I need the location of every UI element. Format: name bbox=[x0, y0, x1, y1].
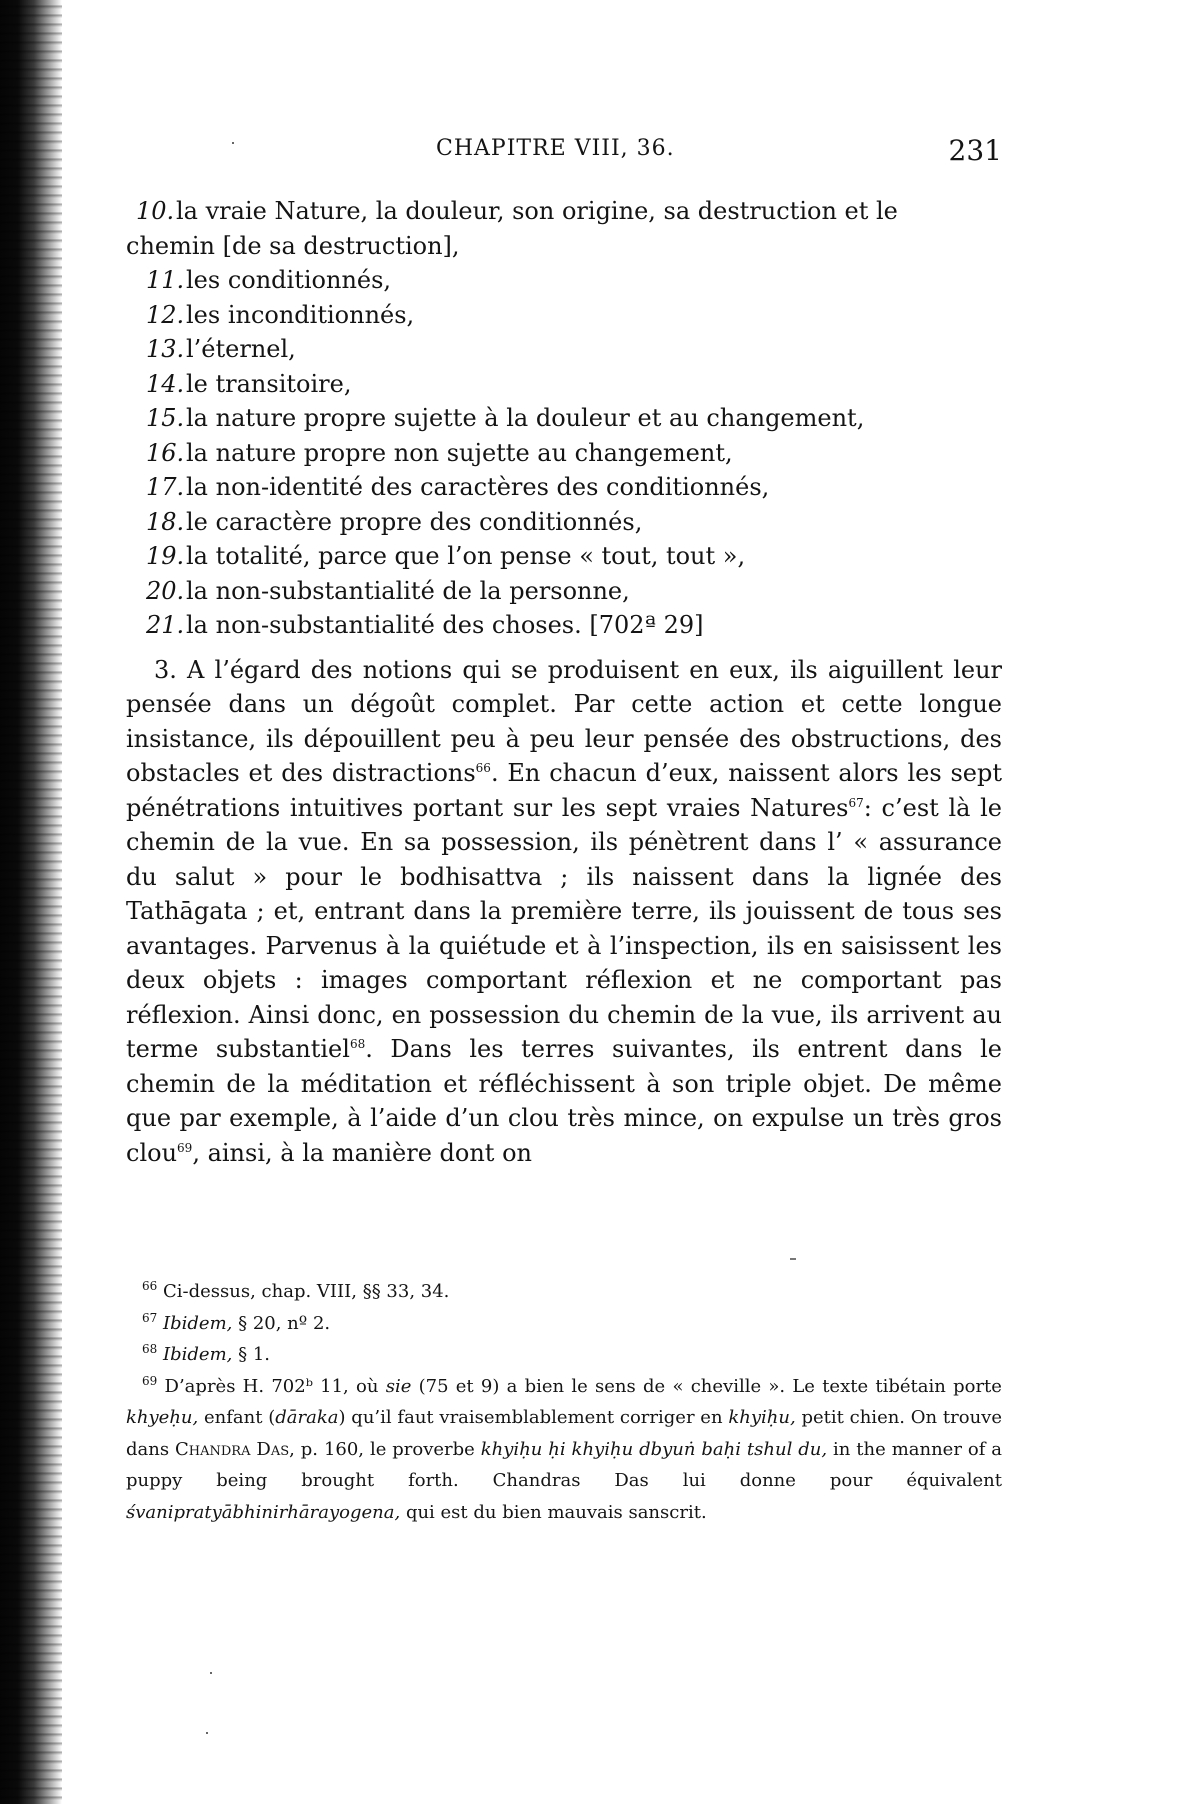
page-binding-edge bbox=[0, 0, 62, 1804]
footnote-mark: 67 bbox=[142, 1310, 158, 1325]
list-text: chemin [de sa destruction], bbox=[126, 231, 460, 260]
footnote-text: enfant ( bbox=[204, 1407, 276, 1428]
print-speck bbox=[210, 1672, 212, 1674]
paragraph-text: 3. A l’égard des notions qui se produisent en eux, ils aiguillent leur pensée dans un dégoût complet. Par cette action et cette longue insistance, ils dépouillent peu à peu leur pensée des obstructions, des obstacles et des distractions bbox=[126, 655, 1002, 787]
list-item-17 bbox=[126, 470, 1002, 505]
footnote-ref-68[interactable]: 68 bbox=[349, 1037, 366, 1051]
list-number: 17. bbox=[146, 473, 185, 501]
list-item-20 bbox=[126, 574, 1002, 609]
body-paragraph bbox=[126, 653, 1002, 1171]
list-item-21 bbox=[126, 608, 1002, 643]
list-item-15 bbox=[126, 401, 1002, 436]
list-number: 13. bbox=[146, 335, 185, 363]
page-number: 231 bbox=[948, 134, 1002, 167]
footnote-text: § 1. bbox=[238, 1344, 271, 1365]
list-number: 16. bbox=[146, 438, 185, 467]
footnote-text: petit chien. On trouve dans bbox=[126, 1407, 1003, 1460]
footnote-text: Ci-dessus, chap. VIII, §§ 33, 34. bbox=[163, 1281, 450, 1302]
list-number: 20. bbox=[146, 576, 185, 605]
list-text: l’éternel, bbox=[186, 335, 296, 363]
list-item-12 bbox=[126, 298, 1002, 333]
footnote-66 bbox=[126, 1276, 1002, 1308]
list-text: la nature propre non sujette au changement, bbox=[186, 438, 733, 467]
print-speck bbox=[206, 1732, 208, 1734]
list-item-10-continued bbox=[126, 229, 1002, 264]
footnotes bbox=[126, 1276, 1002, 1528]
main-text bbox=[126, 194, 1002, 1194]
footnote-ref-67[interactable]: 67 bbox=[848, 795, 864, 810]
footnote-italic: khyiḥu ḥi khyiḥu dbyuṅ baḥi tshul du, bbox=[480, 1438, 828, 1460]
footnote-text: (75 et 9) a bien le sens de « cheville ». Le texte tibétain porte bbox=[418, 1375, 1002, 1397]
footnote-67 bbox=[126, 1308, 1002, 1340]
list-number: 12. bbox=[146, 300, 185, 329]
footnote-italic: śvanipratyābhinirhārayogena, bbox=[126, 1501, 401, 1523]
list-number: 18. bbox=[146, 507, 185, 536]
footnote-ref-69[interactable]: 69 bbox=[177, 1140, 193, 1155]
list-text: la non-substantialité des choses. [702ª 29] bbox=[186, 611, 704, 639]
footnote-mark: 69 bbox=[142, 1373, 158, 1388]
footnote-italic: khyeḥu, bbox=[126, 1407, 199, 1428]
footnote-italic: Ibidem, bbox=[163, 1312, 233, 1334]
list-text: les conditionnés, bbox=[186, 266, 392, 294]
footnote-mark: 68 bbox=[142, 1342, 158, 1356]
footnote-text: , p. 160, le proverbe bbox=[289, 1438, 475, 1460]
list-item-19 bbox=[126, 539, 1002, 574]
list-number: 14. bbox=[146, 369, 185, 398]
footnote-text: § 20, nº 2. bbox=[238, 1312, 331, 1334]
list-item-14 bbox=[126, 367, 1002, 402]
footnote-italic: Ibidem, bbox=[163, 1344, 233, 1365]
page-header bbox=[126, 134, 1002, 174]
footnote-ref-66[interactable]: 66 bbox=[475, 761, 491, 775]
list-number: 19. bbox=[146, 542, 185, 570]
list-text: les inconditionnés, bbox=[186, 300, 415, 329]
footnote-italic: khyiḥu, bbox=[728, 1407, 796, 1428]
print-speck bbox=[232, 142, 234, 144]
footnote-italic: sie bbox=[385, 1375, 412, 1397]
list-text: la non-substantialité de la personne, bbox=[186, 576, 630, 605]
list-item-13 bbox=[126, 332, 1002, 367]
list-number: 21. bbox=[146, 611, 185, 639]
footnote-text: qui est du bien mauvais sanscrit. bbox=[405, 1501, 707, 1523]
footnote-text: D’après H. 702ᵇ 11, où bbox=[164, 1375, 379, 1397]
list-number: 10. bbox=[136, 197, 175, 225]
list-text: la nature propre sujette à la douleur et au changement, bbox=[186, 404, 865, 432]
list-text: le transitoire, bbox=[186, 369, 352, 398]
paragraph-text: . En chacun d’eux, naissent alors les sept pénétrations intuitives portant sur les sept vraies Natures bbox=[126, 759, 1002, 822]
list-item-10 bbox=[126, 194, 1002, 229]
list-item-18 bbox=[126, 505, 1002, 540]
paragraph-text: . Dans les terres suivantes, ils entrent dans le chemin de la méditation et réfléchissent à son triple objet. De même que par exemple, à l’aide d’un clou très mince, on expulse un très gros clou bbox=[126, 1035, 1002, 1167]
list-text: la totalité, parce que l’on pense « tout, tout », bbox=[186, 542, 746, 570]
footnote-text: ) qu’il faut vraisemblablement corriger en bbox=[338, 1407, 723, 1428]
footnote-68 bbox=[126, 1339, 1002, 1371]
list-text: la vraie Nature, la douleur, son origine, sa destruction et le bbox=[176, 197, 898, 225]
footnote-mark: 66 bbox=[142, 1279, 158, 1293]
footnote-divider-mark bbox=[790, 1258, 796, 1260]
list-text: la non-identité des caractères des conditionnés, bbox=[186, 473, 770, 501]
paragraph-text: : c’est là le chemin de la vue. En sa possession, ils pénètrent dans l’ « assurance du salut » pour le bodhisattva ; ils naissent dans la lignée des Tathāgata ; et, entrant dans la première terre, ils jouissent de tous ses avantages. Parvenus à la quiétude et à l’inspection, ils en saisissent les deux objets : images comportant réflexion et ne comportant pas réflexion. Ainsi donc, en possession du chemin de la vue, ils arrivent au terme substantiel bbox=[126, 793, 1002, 1063]
list-text: le caractère propre des conditionnés, bbox=[186, 507, 643, 536]
footnote-author: Chandra Das bbox=[175, 1438, 290, 1460]
list-number: 11. bbox=[146, 266, 185, 294]
running-head: CHAPITRE VIII, 36. bbox=[436, 136, 675, 161]
footnote-text: in the manner of a puppy being brought forth. Chandras Das lui donne pour équivalent bbox=[126, 1438, 1003, 1491]
list-item-11 bbox=[126, 263, 1002, 298]
paragraph-text: , ainsi, à la manière dont on bbox=[192, 1138, 532, 1167]
list-item-16 bbox=[126, 436, 1002, 471]
list-number: 15. bbox=[146, 404, 185, 432]
footnote-italic: dāraka bbox=[275, 1407, 339, 1428]
footnote-69 bbox=[126, 1371, 1002, 1529]
